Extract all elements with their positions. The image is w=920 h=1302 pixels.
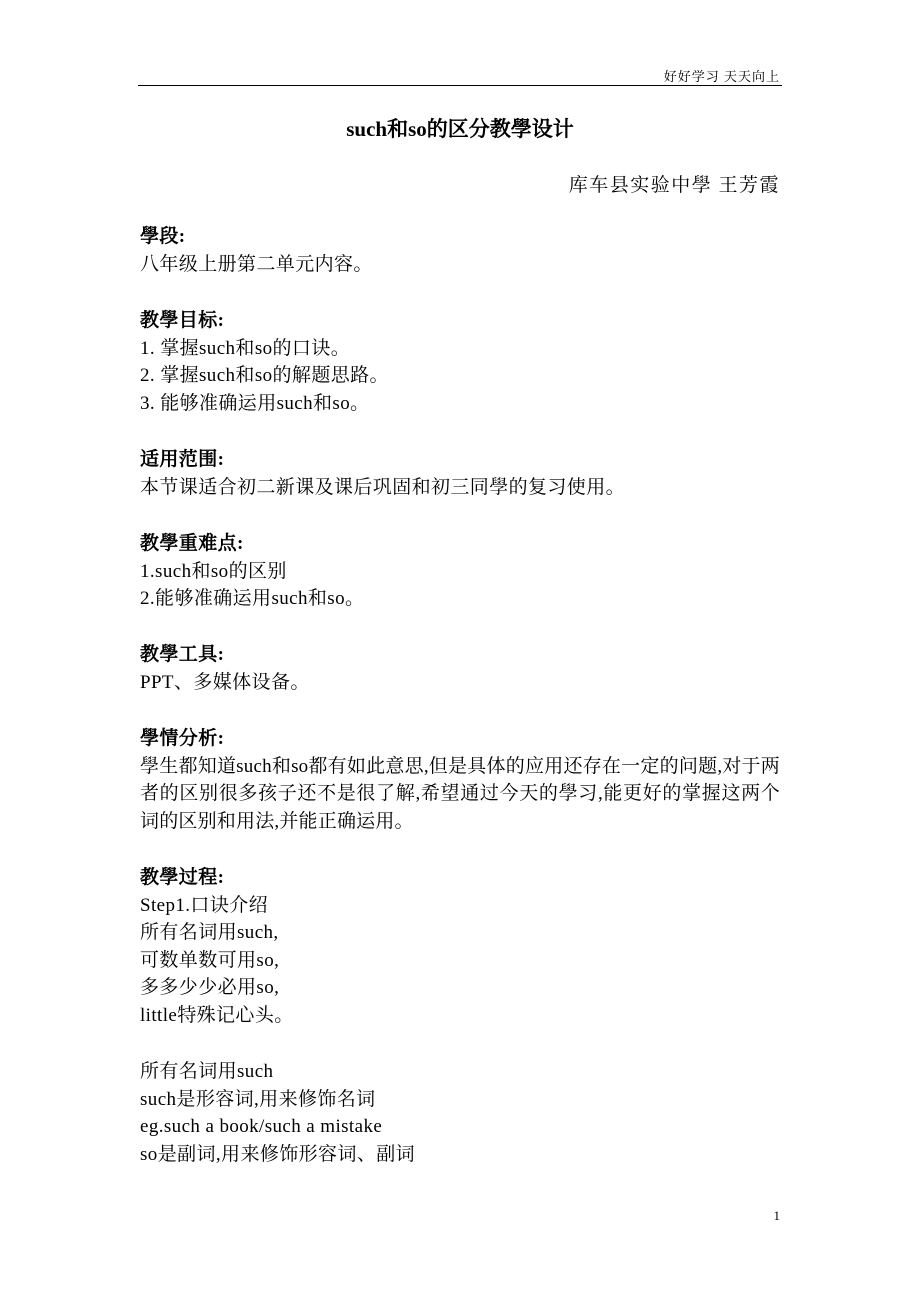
section-heading: 教學过程:: [140, 867, 225, 888]
section-scope: [140, 446, 780, 501]
header-text: 好好学习 天天向上: [663, 69, 780, 84]
list-item: 2. 掌握such和so的解题思路。: [140, 365, 389, 386]
list-item: 1. 掌握such和so的口诀。: [140, 337, 351, 359]
text-line: so是副词,用来修饰形容词、副词: [140, 1143, 416, 1165]
section-heading: 教學目标:: [140, 310, 225, 331]
text-line: PPT、多媒体设备。: [140, 671, 310, 693]
section-heading: 學情分析:: [140, 728, 225, 749]
text-line: 八年级上册第二单元内容。: [140, 253, 373, 275]
text-line: 本节课适合初二新课及课后巩固和初三同學的复习使用。: [140, 476, 626, 498]
text-line: little特殊记心头。: [140, 1004, 294, 1026]
section-heading: 學段:: [140, 226, 186, 247]
text-line: 所有名词用such: [140, 1061, 274, 1082]
section-heading: 教學重难点:: [140, 533, 244, 554]
author-line: 库车县实验中學 王芳霞: [568, 175, 780, 196]
section-key-points: [140, 530, 780, 613]
analysis-paragraph: 學生都知道such和so都有如此意思,但是具体的应用还存在一定的问题,对于两者的区别很多孩子还不是很了解,希望通过今天的學习,能更好的掌握这两个词的区别和用法,并能正确运用。: [140, 755, 780, 832]
section-heading: 适用范围:: [140, 449, 225, 470]
section-stage: [140, 223, 780, 278]
text-line: such是形容词,用来修饰名词: [140, 1088, 376, 1110]
text-line: 多多少少必用so,: [140, 977, 280, 998]
section-tools: [140, 641, 780, 696]
list-item: 2.能够准确运用such和so。: [140, 588, 365, 609]
page-number: 1: [773, 1208, 780, 1223]
header-rule: [138, 85, 782, 86]
text-line: Step1.口诀介绍: [140, 894, 269, 916]
text-line: 所有名词用such,: [140, 922, 279, 943]
section-goals: [140, 307, 780, 417]
section-process: [140, 864, 780, 1029]
list-item: 1.such和so的区别: [140, 560, 287, 582]
section-heading: 教學工具:: [140, 644, 225, 665]
text-line: 可数单数可用so,: [140, 949, 280, 971]
section-notes: [140, 1058, 780, 1168]
section-analysis: [140, 725, 780, 835]
document-title: such和so的区分教學设计: [346, 117, 574, 141]
list-item: 3. 能够准确运用such和so。: [140, 392, 370, 414]
text-line: eg.such a book/such a mistake: [140, 1116, 383, 1137]
